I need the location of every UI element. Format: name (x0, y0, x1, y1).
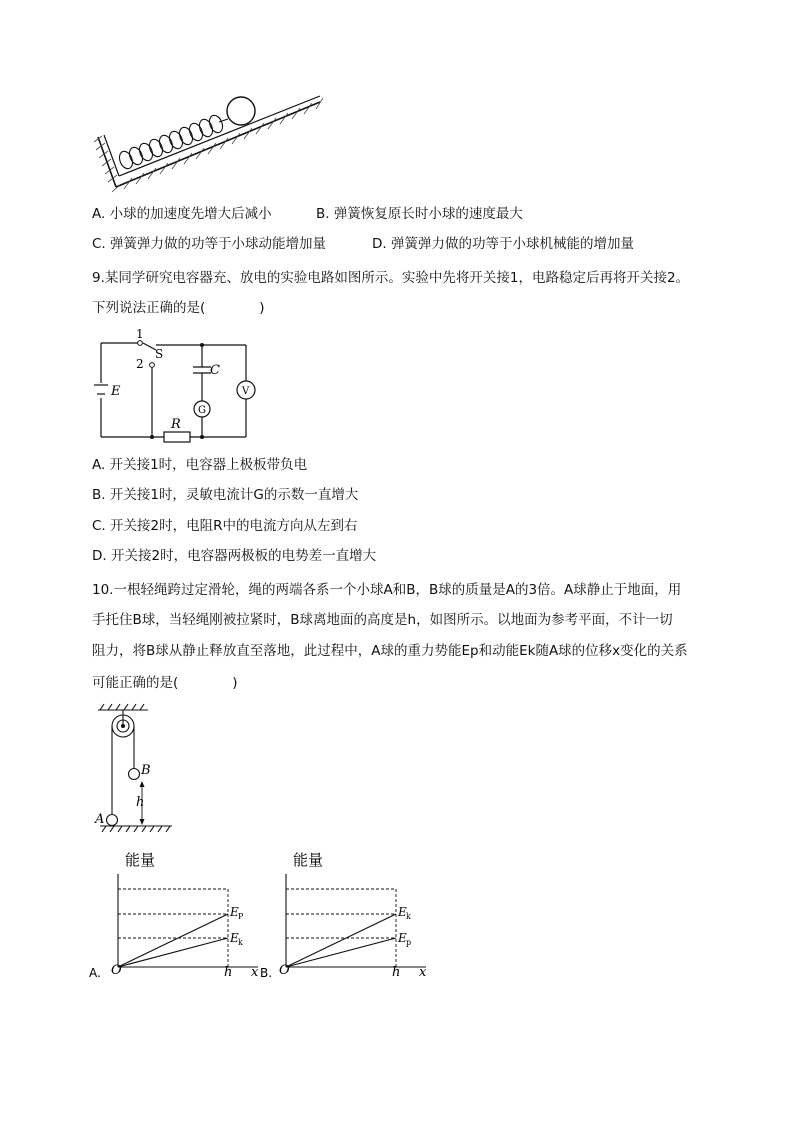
graph-b-upper-line-sub: k (406, 912, 411, 921)
q10-stem-line3: 阻力，将B球从静止释放直至落地，此过程中，A球的重力势能Ep和动能Ek随A球的位移x变化的关系 (92, 643, 688, 659)
q10-stem-line4: 可能正确的是( ) (92, 675, 238, 691)
graph-b-xlabel: x (419, 965, 427, 980)
q8-option-c: C. 弹簧弹力做的功等于小球动能增加量 (92, 236, 327, 252)
graph-a-option-label: A. (89, 966, 101, 980)
graph-b-ylabel: 能量 (293, 851, 324, 869)
graph-a-xlabel: x (251, 965, 259, 980)
spring-incline-figure (90, 92, 330, 197)
q8-option-d: D. 弹簧弹力做的功等于小球机械能的增加量 (372, 236, 634, 252)
q9-stem-line1: 9.某同学研究电容器充、放电的实验电路如图所示。实验中先将开关接1，电路稳定后再将开关接2。 (92, 270, 690, 286)
pulley-figure (90, 702, 180, 832)
resistor-label: R (171, 417, 181, 432)
graph-b-option-label: B. (260, 966, 273, 980)
graph-a-lower-line-label: E (230, 931, 239, 945)
switch-contact-1-label: 1 (136, 327, 144, 341)
graph-a-lower-line-sub: k (238, 938, 243, 947)
graph-b-lower-line-sub: p (406, 938, 412, 947)
switch-contact-2-label: 2 (136, 357, 144, 371)
q10-stem-line1: 10.一根轻绳跨过定滑轮，绳的两端各系一个小球A和B，B球的质量是A的3倍。A球静止于地面，用 (92, 582, 682, 598)
q9-option-c: C. 开关接2时，电阻R中的电流方向从左到右 (92, 518, 358, 534)
q8-option-a: A. 小球的加速度先增大后减小 (92, 206, 272, 222)
battery-label: E (111, 384, 121, 399)
capacitor-label: C (210, 363, 220, 378)
energy-graph-b (256, 846, 436, 981)
voltmeter-label: V (242, 386, 250, 397)
graph-a-ylabel: 能量 (125, 851, 156, 869)
graph-a-origin: O (111, 963, 122, 978)
ball-b-label: B (141, 763, 151, 778)
galvanometer-label: G (198, 405, 206, 416)
switch-label: S (155, 347, 164, 361)
q9-option-d: D. 开关接2时，电容器两极板的电势差一直增大 (92, 548, 377, 564)
graph-b-lower-line-label: E (398, 931, 407, 945)
ball-a-label: A (95, 812, 105, 827)
graph-b-origin: O (279, 963, 290, 978)
height-label: h (136, 795, 145, 810)
graph-a-xtick: h (224, 965, 233, 980)
q9-stem-line2: 下列说法正确的是( ) (92, 300, 265, 316)
graph-a-upper-line-label: E (230, 905, 239, 919)
graph-b-upper-line-label: E (398, 905, 407, 919)
graph-b-xtick: h (392, 965, 401, 980)
q8-option-b: B. 弹簧恢复原长时小球的速度最大 (316, 206, 523, 222)
q10-stem-line2: 手托住B球，当轻绳刚被拉紧时，B球离地面的高度是h，如图所示。以地面为参考平面，不计一切 (92, 612, 673, 628)
energy-graph-a (88, 846, 268, 981)
q9-option-a: A. 开关接1时，电容器上极板带负电 (92, 457, 308, 473)
q9-option-b: B. 开关接1时，灵敏电流计G的示数一直增大 (92, 487, 359, 503)
graph-a-upper-line-sub: P (238, 912, 244, 921)
capacitor-circuit-figure (94, 324, 264, 444)
